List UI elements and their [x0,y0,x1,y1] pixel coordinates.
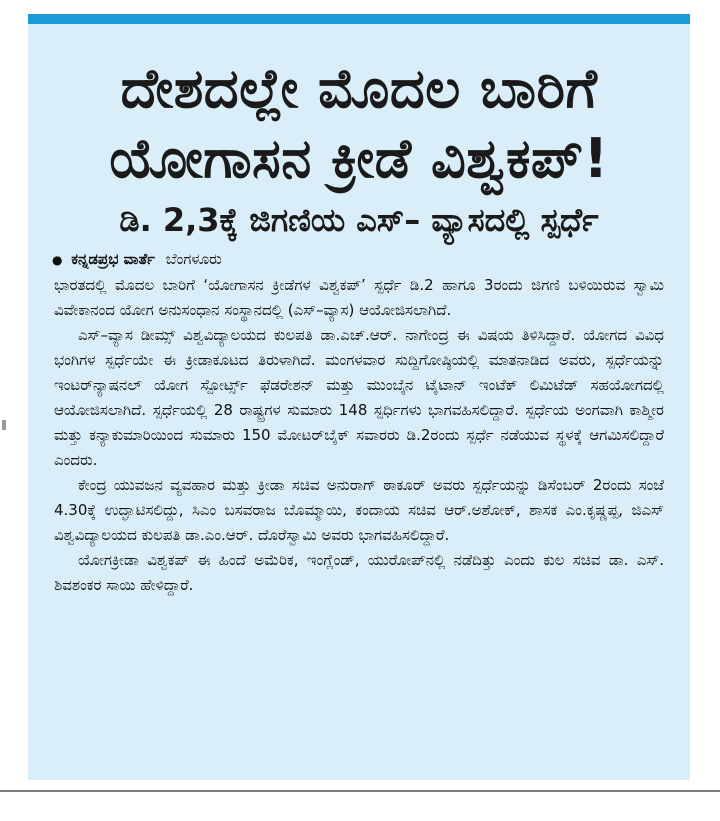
headline-line-1: ದೇಶದಲ್ಲೇ ಮೊದಲ ಬಾರಿಗೆ [120,57,598,120]
article-body [54,273,664,598]
page-edge-mark [2,420,6,430]
newspaper-clipping [28,14,690,780]
headline-line-2: ಯೋಗಾಸನ ಕ್ರೀಡೆ ವಿಶ್ವಕಪ್! [109,127,609,190]
subheadline: ಡಿ. 2,3ಕ್ಕೆ ಜಿಗಣಿಯ ಎಸ್‌– ವ್ಯಾಸದಲ್ಲಿ ಸ್ಪರ್ಧೆ [119,201,599,239]
paragraph: ಯೋಗಕ್ರೀಡಾ ವಿಶ್ವಕಪ್‌ ಈ ಹಿಂದೆ ಅಮೆರಿಕ, ಇಂಗ್ಲೆಂಡ್‌, ಯುರೋಪ್‌ನಲ್ಲಿ ನಡೆದಿತ್ತು ಎಂದು ಕುಲ ಸಚಿವ ಡಾ. ಎಸ್‌. ಶಿವಶಂಕರ ಸಾಯಿ ಹೇಳಿದ್ದಾರೆ. [54,551,664,594]
paragraph: ಭಾರತದಲ್ಲಿ ಮೊದಲ ಬಾರಿಗೆ ‘ಯೋಗಾಸನ ಕ್ರೀಡೆಗಳ ವಿಶ್ವಕಪ್’ ಸ್ಪರ್ಧೆ ಡಿ.2 ಹಾಗೂ 3ರಂದು ಜಿಗಣಿ ಬಳಿಯಿರುವ ಸ್ವಾಮಿ ವಿವೇಕಾನಂದ ಯೋಗ ಅನುಸಂಧಾನ ಸಂಸ್ಥಾನದಲ್ಲಿ (ಎಸ್‌–ವ್ಯಾಸ) ಆಯೋಜಿಸಲಾಗಿದೆ. [54,276,664,319]
byline-place: ಬೆಂಗಳೂರು [165,250,222,268]
paragraph: ಕೇಂದ್ರ ಯುವಜನ ವ್ಯವಹಾರ ಮತ್ತು ಕ್ರೀಡಾ ಸಚಿವ ಅನುರಾಗ್‌ ಠಾಕೂರ್‌ ಅವರು ಸ್ಪರ್ಧೆಯನ್ನು ಡಿಸೆಂಬರ್‌ 2ರಂದು ಸಂಜೆ 4.30ಕ್ಕೆ ಉದ್ಘಾಟಿಸಲಿದ್ದು, ಸಿಎಂ ಬಸವರಾಜ ಬೊಮ್ಮಾಯಿ, ಕಂದಾಯ ಸಚಿವ ಆರ್‌.ಅಶೋಕ್‌, ಶಾಸಕ ಎಂ.ಕೃಷ್ಣಪ್ಪ, ಜಿಎಸ್‌ ವಿಶ್ವವಿದ್ಯಾಲಯದ ಕುಲಪತಿ ಡಾ.ಎಂ.ಆರ್‌. ದೊರೆಸ್ವಾಮಿ ಅವರು ಭಾಗವಹಿಸಲಿದ್ದಾರೆ. [54,476,664,544]
bullet-icon: ● [52,253,63,267]
page-divider [0,790,720,792]
paragraph: ಎಸ್‌–ವ್ಯಾಸ ಡೀಮ್ಸ್‌ ವಿಶ್ವವಿದ್ಯಾಲಯದ ಕುಲಪತಿ ಡಾ.ಎಚ್‌.ಆರ್‌. ನಾಗೇಂದ್ರ ಈ ವಿಷಯ ತಿಳಿಸಿದ್ದಾರೆ. ಯೋಗದ ವಿವಿಧ ಭಂಗಿಗಳ ಸ್ಪರ್ಧೆಯೇ ಈ ಕ್ರೀಡಾಕೂಟದ ತಿರುಳಾಗಿದೆ. ಮಂಗಳವಾರ ಸುದ್ದಿಗೋಷ್ಠಿಯಲ್ಲಿ ಮಾತನಾಡಿದ ಅವರು, ಸ್ಪರ್ಧೆಯನ್ನು ಇಂಟರ್‌ನ್ಯಾಷನಲ್‌ ಯೋಗ ಸ್ಪೋರ್ಟ್ಸ್‌ ಫೆಡರೇಶನ್‌ ಮತ್ತು ಮುಂಬೈನ ಟೈಟಾನ್‌ ಇಂಟೆಕ್‌ ಲಿಮಿಟೆಡ್‌ ಸಹಯೋಗದಲ್ಲಿ ಆಯೋಜಿಸಲಾಗಿದೆ. ಸ್ಪರ್ಧೆಯಲ್ಲಿ 28 ರಾಷ್ಟ್ರಗಳ ಸುಮಾರು 148 ಸ್ಪರ್ಧಿಗಳು ಭಾಗವಹಿಸಲಿದ್ದಾರೆ. ಸ್ಪರ್ಧೆಯ ಅಂಗವಾಗಿ ಕಾಶ್ಮೀರ ಮತ್ತು ಕನ್ಯಾಕುಮಾರಿಯಿಂದ ಸುಮಾರು 150 ಮೋಟರ್‌ಬೈಕ್‌ ಸವಾರರು ಡಿ.2ರಂದು ಸ್ಪರ್ಧೆ ನಡೆಯುವ ಸ್ಥಳಕ್ಕೆ ಆಗಮಿಸಲಿದ್ದಾರೆ ಎಂದರು. [54,326,664,469]
byline-agency: ಕನ್ನಡಪ್ರಭ ವಾರ್ತೆ [71,250,155,268]
headline [28,54,690,194]
byline [52,248,690,271]
